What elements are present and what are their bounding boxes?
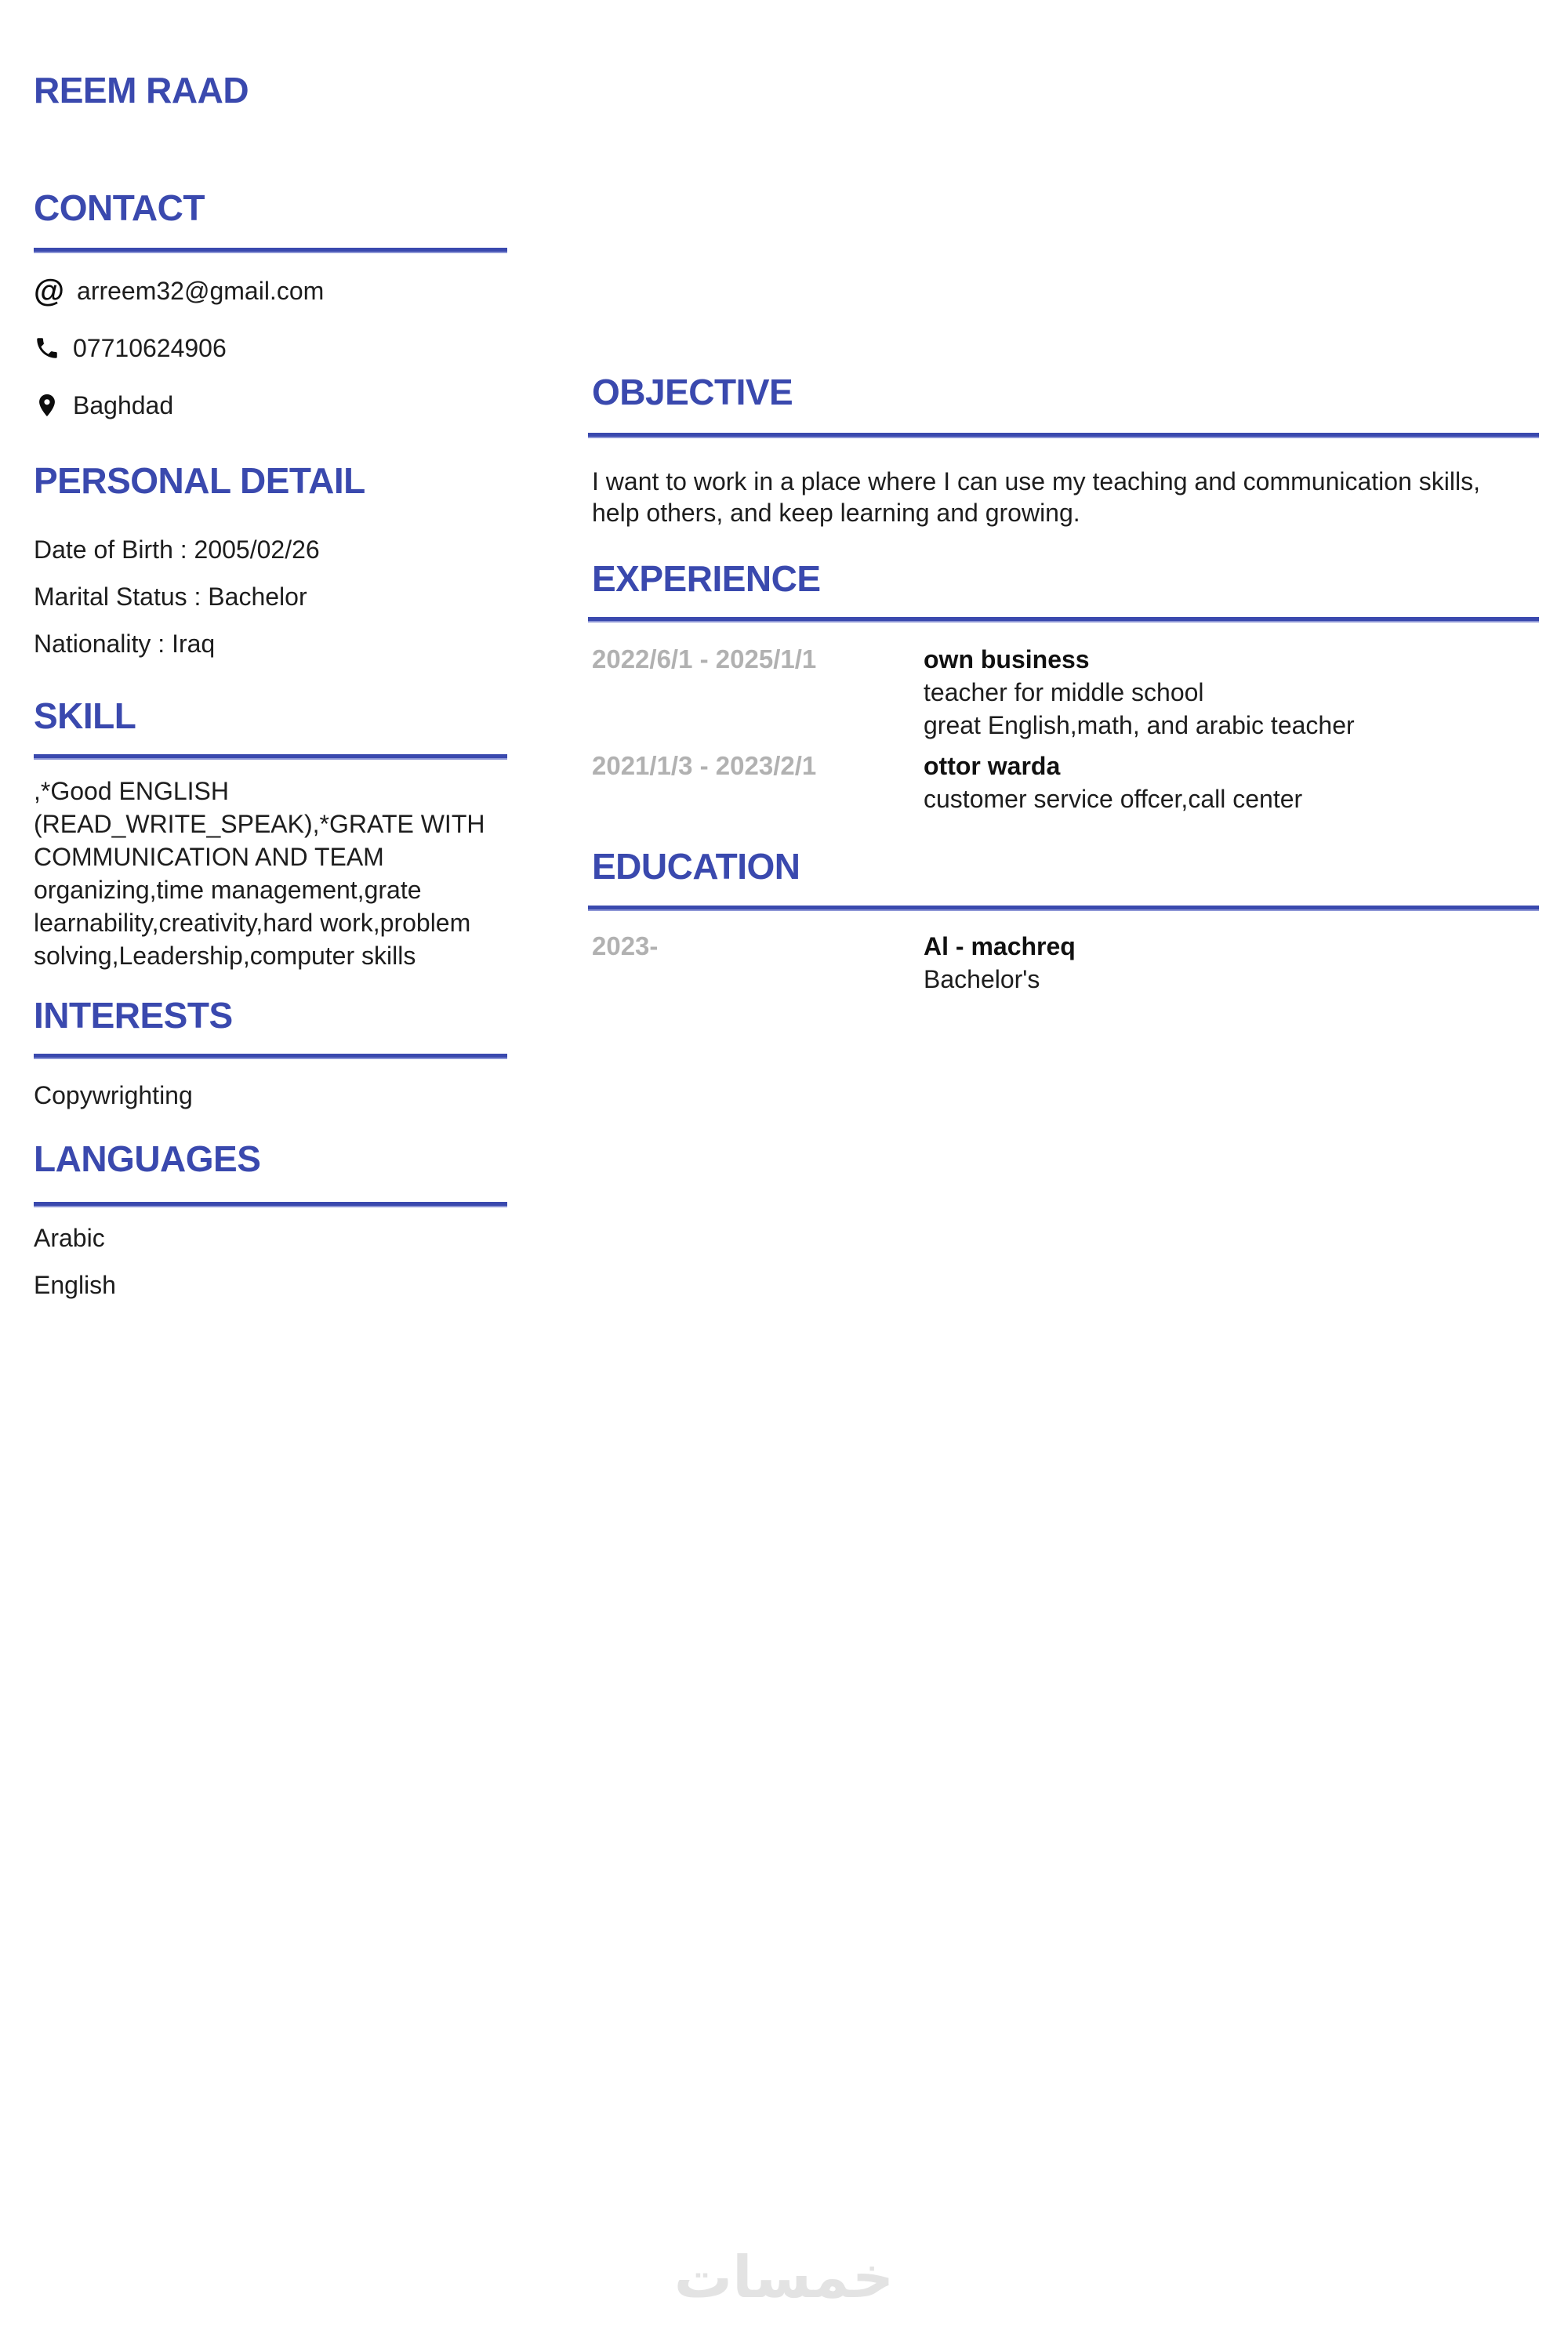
- skill-line: COMMUNICATION AND TEAM: [34, 843, 384, 871]
- skill-line: learnability,creativity,hard work,problem: [34, 909, 471, 937]
- experience-detail: customer service offcer,call center: [924, 785, 1303, 813]
- contact-divider: [34, 248, 507, 253]
- experience-dates: 2021/1/3 - 2023/2/1: [592, 751, 817, 780]
- objective-divider: [588, 433, 1539, 438]
- objective-heading: OBJECTIVE: [592, 372, 793, 412]
- at-icon: @: [34, 274, 65, 308]
- contact-email: arreem32@gmail.com: [77, 277, 325, 305]
- languages-heading: LANGUAGES: [34, 1138, 261, 1179]
- personal-detail-dob: Date of Birth : 2005/02/26: [34, 535, 320, 564]
- language-item: Arabic: [34, 1224, 105, 1252]
- skill-line: solving,Leadership,computer skills: [34, 942, 416, 970]
- experience-divider: [588, 617, 1539, 622]
- interest-item: Copywrighting: [34, 1081, 193, 1109]
- language-item: English: [34, 1271, 116, 1299]
- skill-line: organizing,time management,grate: [34, 876, 422, 904]
- experience-dates: 2022/6/1 - 2025/1/1: [592, 644, 817, 673]
- objective-line: I want to work in a place where I can use my teaching and communication skills,: [592, 467, 1480, 495]
- experience-heading: EXPERIENCE: [592, 558, 821, 599]
- skill-heading: SKILL: [34, 695, 136, 736]
- contact-row-location: [34, 387, 173, 423]
- contact-row-phone: [34, 330, 227, 366]
- candidate-name: REEM RAAD: [34, 70, 249, 111]
- experience-detail: great English,math, and arabic teacher: [924, 711, 1355, 739]
- contact-location: Baghdad: [73, 391, 174, 419]
- education-divider: [588, 906, 1539, 911]
- skill-text: [34, 775, 485, 972]
- experience-title: ottor warda: [924, 752, 1061, 780]
- languages-divider: [34, 1202, 507, 1207]
- education-detail: Bachelor's: [924, 965, 1040, 993]
- contact-phone: 07710624906: [73, 334, 227, 362]
- objective-line: help others, and keep learning and growing.: [592, 499, 1080, 527]
- interests-divider: [34, 1054, 507, 1059]
- personal-detail-nationality: Nationality : Iraq: [34, 630, 216, 658]
- experience-title: own business: [924, 645, 1090, 673]
- skill-line: (READ_WRITE_SPEAK),*GRATE WITH: [34, 810, 485, 838]
- interests-heading: INTERESTS: [34, 995, 233, 1036]
- education-title: Al - machreq: [924, 932, 1076, 960]
- contact-row-email: [34, 273, 324, 309]
- education-dates: 2023-: [592, 931, 659, 960]
- objective-text: [592, 466, 1480, 528]
- location-icon: [34, 390, 60, 420]
- contact-heading: CONTACT: [34, 187, 205, 228]
- skill-divider: [34, 754, 507, 760]
- experience-detail: teacher for middle school: [924, 678, 1204, 706]
- khamsat-watermark: خمسات: [673, 2244, 895, 2311]
- personal-detail-heading: PERSONAL DETAIL: [34, 460, 365, 501]
- education-heading: EDUCATION: [592, 846, 800, 887]
- education-entry: [924, 930, 1076, 996]
- skill-line: ,*Good ENGLISH: [34, 777, 229, 805]
- personal-detail-marital-status: Marital Status : Bachelor: [34, 583, 307, 611]
- experience-entry: [924, 750, 1302, 815]
- experience-entry: [924, 643, 1355, 742]
- phone-icon: [34, 335, 60, 361]
